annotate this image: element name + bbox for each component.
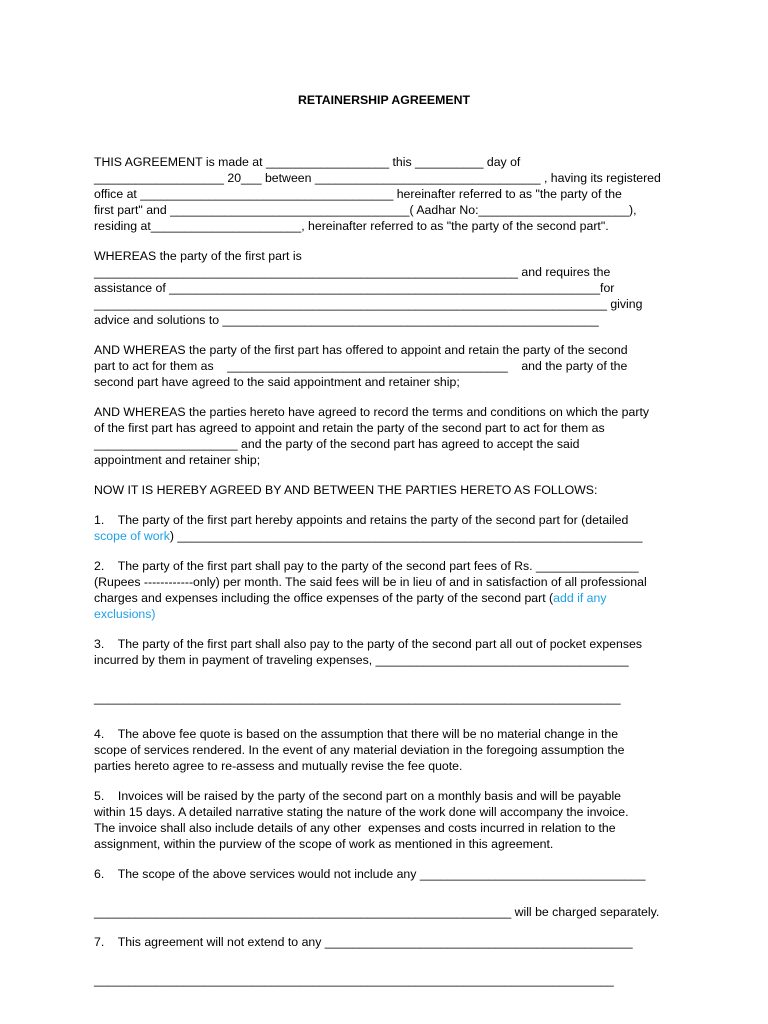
clause3-line-1: 3. The party of the first part shall also pay to the party of the second part all out of pocket expenses xyxy=(94,637,642,651)
clause-1 xyxy=(94,512,674,544)
whereas1-line-3: assistance of _______________________________________________________________for xyxy=(94,281,615,295)
exclusions-hint: exclusions) xyxy=(94,607,156,621)
whereas1-line-5: advice and solutions to _______________________________________________________ xyxy=(94,313,599,327)
whereas1-line-1: WHEREAS the party of the first part is xyxy=(94,249,302,263)
agreement-heading xyxy=(94,482,674,498)
clause4-line-3: parties hereto agree to re-assess and mutually revise the fee quote. xyxy=(94,759,463,773)
intro-line-2: ___________________ 20___ between _________________________________ , having its registered xyxy=(94,171,661,185)
clause-4 xyxy=(94,726,674,774)
whereas2-line-3: second part have agreed to the said appointment and retainer ship; xyxy=(94,375,460,389)
clause1-line-2-rest: ) ____________________________________________________________________ xyxy=(169,529,643,543)
intro-line-5: residing at______________________, hereinafter referred to as "the party of the second part". xyxy=(94,219,609,233)
clause1-line-2 xyxy=(94,528,674,544)
clause-3 xyxy=(94,636,674,706)
clause6-line-1: 6. The scope of the above services would not include any _________________________________ xyxy=(94,867,646,881)
whereas-second-paragraph xyxy=(94,342,674,390)
intro-line-3: office at _____________________________________ hereinafter referred to as "the party of the xyxy=(94,187,622,201)
now-agreed-line: NOW IT IS HEREBY AGREED BY AND BETWEEN THE PARTIES HERETO AS FOLLOWS: xyxy=(94,483,598,497)
clause1-line-1: 1. The party of the first part hereby appoints and retains the party of the second part for (detailed xyxy=(94,513,629,527)
clause5-line-2: within 15 days. A detailed narrative stating the nature of the work done will accompany the invoice. xyxy=(94,805,629,819)
whereas1-line-4: ___________________________________________________________________________ giving xyxy=(94,297,643,311)
whereas2-line-1: AND WHEREAS the party of the first part has offered to appoint and retain the party of the second xyxy=(94,343,628,357)
clause6-line-2: _____________________________________________________________ will be charged separately. xyxy=(94,905,660,919)
clause2-line-3 xyxy=(94,590,674,606)
whereas3-line-2: of the first part has agreed to appoint and retain the party of the second part to act for them as xyxy=(94,421,605,435)
clause3-line-3: _____________________________________________________________________________ xyxy=(94,691,621,705)
clause5-line-3: The invoice shall also include details of any other expenses and costs incurred in relation to the xyxy=(94,821,616,835)
whereas3-line-3: _____________________ and the party of the second part has agreed to accept the said xyxy=(94,437,580,451)
clause5-line-1: 5. Invoices will be raised by the party of the second part on a monthly basis and will be payable xyxy=(94,789,622,803)
clause2-line-1: 2. The party of the first part shall pay to the party of the second part fees of Rs. _______________ xyxy=(94,559,639,573)
clause2-line-3-text: charges and expenses including the office expenses of the party of the second part ( xyxy=(94,591,554,605)
clause-5 xyxy=(94,788,674,852)
clause-2 xyxy=(94,558,674,622)
clause-6 xyxy=(94,866,674,920)
scope-of-work-hint: scope of work xyxy=(94,529,170,543)
add-if-any-hint: add if any xyxy=(553,591,607,605)
whereas3-line-4: appointment and retainer ship; xyxy=(94,453,261,467)
whereas-third-paragraph xyxy=(94,404,674,468)
document-title: RETAINERSHIP AGREEMENT xyxy=(298,93,470,107)
clause7-line-1: 7. This agreement will not extend to any _____________________________________________ xyxy=(94,935,633,949)
intro-paragraph xyxy=(94,154,674,234)
intro-line-4: first part" and ___________________________________( Aadhar No:______________________), xyxy=(94,203,637,217)
clause4-line-1: 4. The above fee quote is based on the assumption that there will be no material change in the xyxy=(94,727,619,741)
clause2-line-2: (Rupees ------------only) per month. The said fees will be in lieu of and in satisfaction of all professional xyxy=(94,575,647,589)
clause-7 xyxy=(94,934,674,988)
whereas-first-paragraph xyxy=(94,248,674,328)
whereas3-line-1: AND WHEREAS the parties hereto have agreed to record the terms and conditions on which the party xyxy=(94,405,650,419)
clause3-line-2: incurred by them in payment of traveling expenses, _____________________________________ xyxy=(94,653,629,667)
clause5-line-4: assignment, within the purview of the scope of work as mentioned in this agreement. xyxy=(94,837,554,851)
clause4-line-2: scope of services rendered. In the event of any material deviation in the foregoing assumption the xyxy=(94,743,625,757)
whereas2-line-2: part to act for them as _________________________________________ and the party of the xyxy=(94,359,628,373)
intro-line-1: THIS AGREEMENT is made at __________________ this __________ day of xyxy=(94,155,521,169)
whereas1-line-2: ______________________________________________________________ and requires the xyxy=(94,265,611,279)
clause7-line-2: ____________________________________________________________________________ xyxy=(94,973,614,987)
